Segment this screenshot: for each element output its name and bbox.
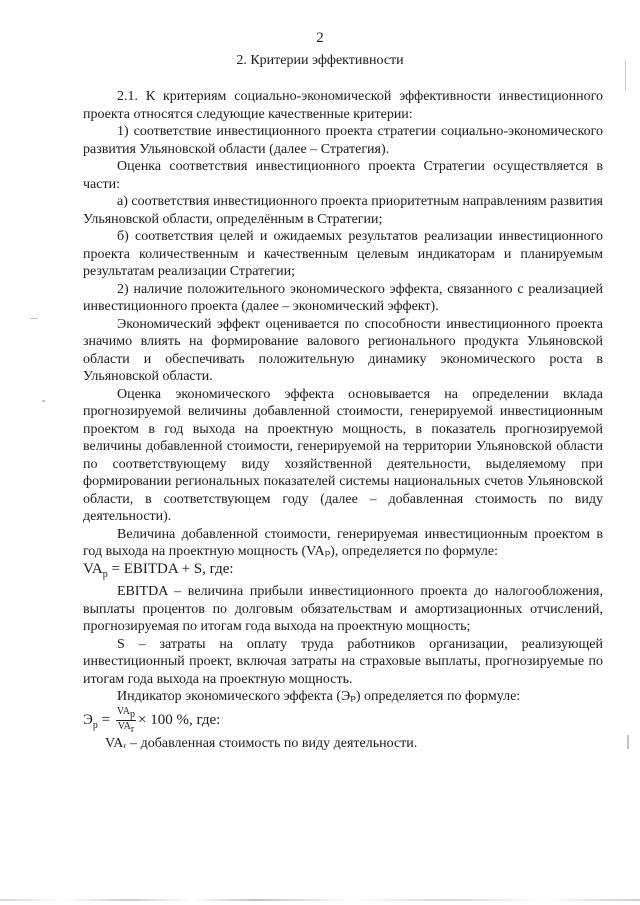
paragraph: 2) наличие положительного экономического эффекта, связанного с реализацией инвестиционного проекта (далее – экономический эффект).: [83, 281, 603, 314]
formula-effect-indicator: [83, 706, 603, 735]
paragraph: VAᵣ – добавленная стоимость по виду деятельности.: [105, 735, 418, 751]
paragraph: Оценка соответствия инвестиционного проекта Стратегии осуществляется в части:: [83, 159, 603, 192]
paragraph: Индикатор экономического эффекта (Эₚ) определяется по формуле:: [117, 689, 521, 704]
paragraph: б) соответствия целей и ожидаемых результатов реализации инвестиционного проекта количественным и качественным целевым индикаторам и планируемым результатам реализации Стратегии;: [83, 229, 603, 279]
paragraph: Экономический эффект оценивается по способности инвестиционного проекта значимо влиять на формирование валового регионального продукта Ульяновской области и обеспечивать положительную динамику экономического роста в Ульяновской области.: [83, 316, 603, 384]
formula-fraction: [116, 706, 136, 735]
scan-edge-noise: [0, 899, 640, 901]
formula-value-added: [83, 561, 603, 584]
formula-lhs-subscript: p: [92, 719, 98, 731]
fraction-numerator: [116, 706, 136, 721]
denominator-subscript: r: [130, 723, 135, 735]
section-title: 2. Критерии эффективности: [236, 53, 404, 68]
formula-lhs-subscript: p: [102, 568, 108, 580]
numerator-subscript: p: [130, 708, 136, 720]
paragraph: 2.1. К критериям социально-экономической эффективности инвестиционного проекта относятся следующие качественные критерии:: [83, 89, 603, 122]
paragraph: S – затраты на оплату труда работников организации, реализующей инвестиционный проект, включая затраты на страховые выплаты, прогнозируемые по итогам года выхода на проектную мощность.: [83, 636, 603, 687]
formula-lhs: VA: [83, 560, 103, 577]
scan-artifact: [42, 400, 45, 402]
paragraph: EBITDA – величина прибыли инвестиционного проекта до налогообложения, выплаты процентов по долговым обязательствам и амортизационных отчислений, прогнозируемая по итогам года выхода на проектную мощность;: [83, 584, 603, 634]
formula-tail: × 100 %, где:: [138, 711, 221, 728]
page-number: 2: [316, 30, 324, 46]
denominator-text: VA: [117, 720, 131, 732]
scan-artifact: [625, 60, 626, 90]
scan-artifact: [30, 318, 38, 319]
formula-lhs: Э: [83, 711, 93, 728]
document-body: [83, 88, 603, 752]
paragraph: Величина добавленной стоимости, генерируемая инвестиционным проектом в год выхода на проектную мощность (VAₚ), определяется по формуле:: [83, 526, 603, 559]
paragraph: 1) соответствие инвестиционного проекта стратегии социально-экономического развития Ульяновской области (далее – Стратегия).: [83, 124, 603, 157]
numerator-text: VA: [116, 705, 131, 717]
scan-artifact: [627, 735, 629, 749]
paragraph: а) соответствия инвестиционного проекта приоритетным направлениям развития Ульяновской области, определённым в Стратегии;: [83, 194, 603, 227]
formula-rhs: = EBITDA + S, где:: [107, 560, 234, 577]
formula-equals: =: [97, 711, 114, 728]
paragraph: Оценка экономического эффекта основывается на определении вклада прогнозируемой величины добавленной стоимости, генерируемой инвестиционным проектом в год выхода на проектную мощность, в показатель прогнозируемой величины добавленной стоимости, генерируемой на территории Ульяновской области по соответствующему виду хозяйственной деятельности, выделяемому при формировании региональных показателей системы национальных счетов Ульяновской области, в соответствующем году (далее – добавленная стоимость по виду деятельности).: [83, 386, 603, 524]
fraction-denominator: [116, 721, 136, 735]
